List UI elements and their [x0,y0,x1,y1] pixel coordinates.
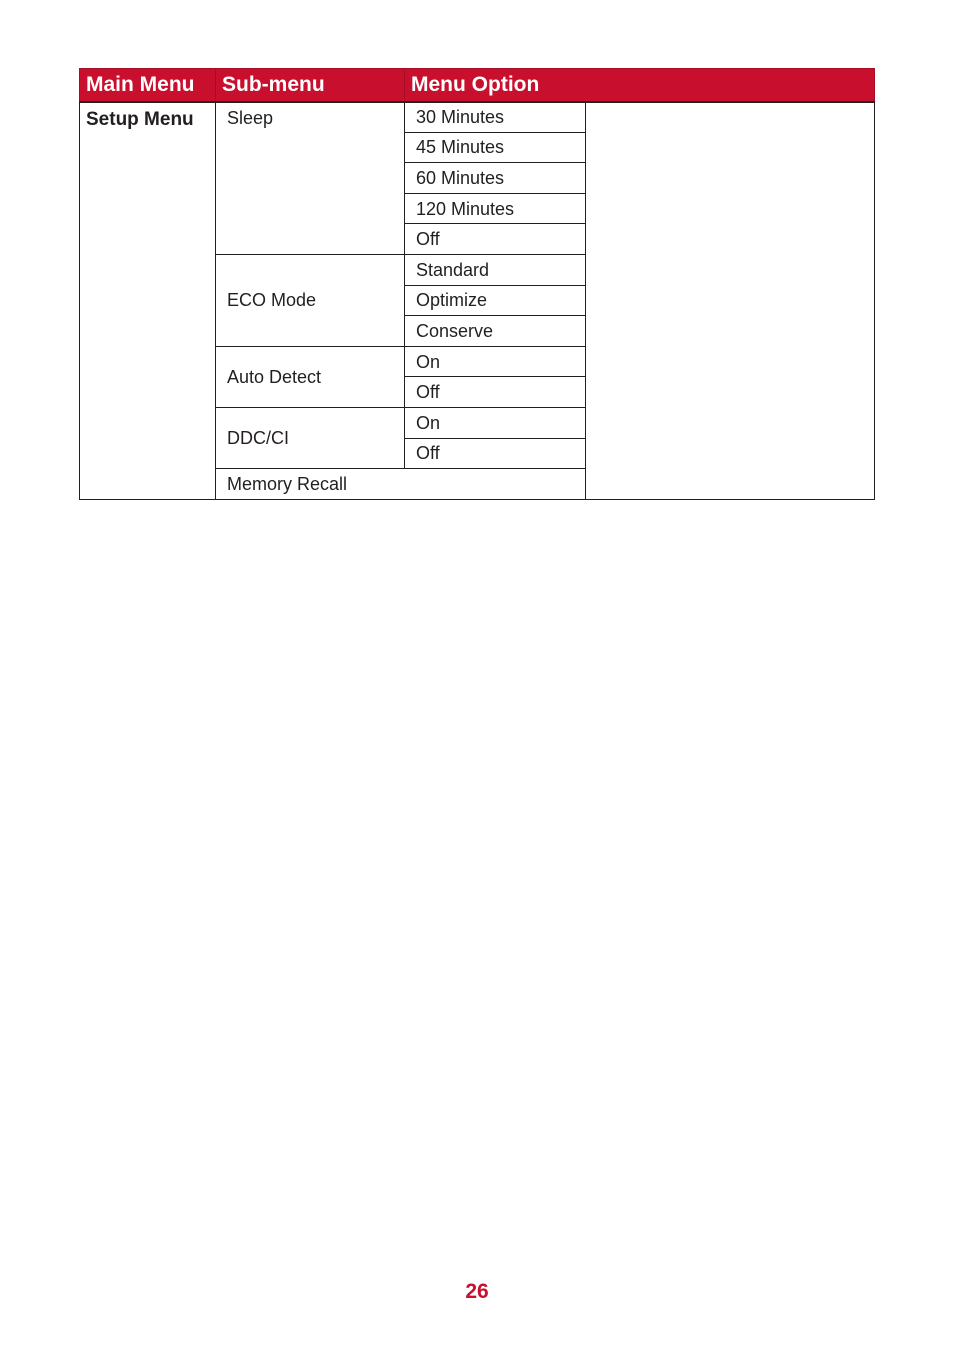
option-cell: On [405,346,586,377]
option-cell: Off [405,438,586,469]
header-menu-option: Menu Option [405,69,875,102]
option-cell: 60 Minutes [405,163,586,194]
table-header-row [80,69,875,102]
option-cell: 45 Minutes [405,132,586,163]
submenu-auto-detect: Auto Detect [216,346,405,407]
option-cell: Standard [405,254,586,285]
submenu-eco-mode: ECO Mode [216,254,405,346]
option-cell: Optimize [405,285,586,316]
page-number: 26 [465,1280,489,1303]
option-cell: Conserve [405,316,586,347]
submenu-sleep: Sleep [216,102,405,255]
option-cell: Off [405,377,586,408]
header-main-menu: Main Menu [80,69,216,102]
description-cell [586,102,875,500]
option-cell: 30 Minutes [405,102,586,133]
submenu-ddc-ci: DDC/CI [216,407,405,468]
submenu-memory-recall: Memory Recall [216,469,586,500]
main-menu-cell: Setup Menu [80,102,216,500]
table-row [80,102,875,133]
header-sub-menu: Sub-menu [216,69,405,102]
option-cell: Off [405,224,586,255]
menu-table [79,68,875,500]
option-cell: 120 Minutes [405,193,586,224]
option-cell: On [405,407,586,438]
